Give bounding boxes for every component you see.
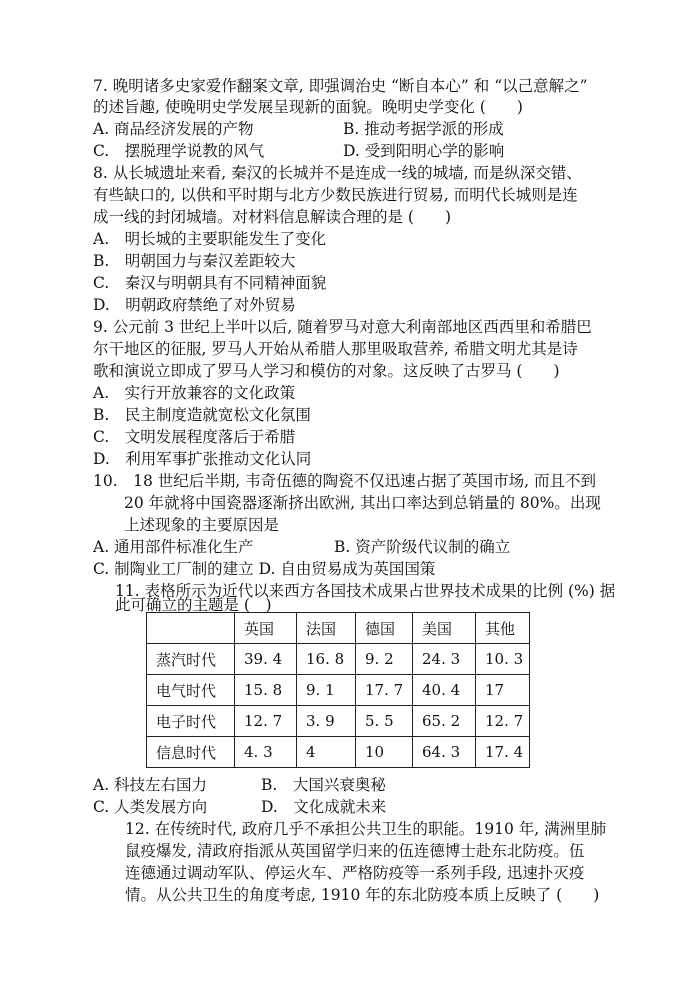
q11-option-d: D. 文化成就未来 xyxy=(261,798,387,816)
table-header-cell: 法国 xyxy=(297,613,356,644)
q11-option-c: C. 人类发展方向 xyxy=(93,798,208,816)
table-cell: 9. 2 xyxy=(356,644,413,675)
q10-stem-line-2: 20 年就将中国瓷器逐渐挤出欧洲, 其出口率达到总销量的 80%。出现 xyxy=(124,494,601,512)
table-cell: 12. 7 xyxy=(235,706,297,737)
table-cell: 4. 3 xyxy=(235,737,297,768)
q10-option-a: A. 通用部件标准化生产 xyxy=(93,538,254,556)
q9-stem-line-3: 歌和演说立即成了罗马人学习和模仿的对象。这反映了古罗马 ( ) xyxy=(93,362,560,380)
q7-option-b: B. 推动考据学派的形成 xyxy=(343,120,504,138)
q9-option-a: A. 实行开放兼容的文化政策 xyxy=(93,384,296,402)
table-cell: 16. 8 xyxy=(297,644,356,675)
q7-option-d: D. 受到阳明心学的影响 xyxy=(343,142,505,160)
q8-option-a: A. 明长城的主要职能发生了变化 xyxy=(93,230,327,248)
q11-stem-line-1: 11. 表格所示为近代以来西方各国技术成果占世界技术成果的比例 (%) 据 xyxy=(115,582,616,600)
q8-option-c: C. 秦汉与明朝具有不同精神面貌 xyxy=(93,274,327,292)
q8-option-d: D. 明朝政府禁绝了对外贸易 xyxy=(93,296,296,314)
q10-stem-line-1: 10. 18 世纪后半期, 韦奇伍德的陶瓷不仅迅速占据了英国市场, 而且不到 xyxy=(93,472,597,490)
q12-stem-line-1: 12. 在传统时代, 政府几乎不承担公共卫生的职能。1910 年, 满洲里肺 xyxy=(125,820,607,838)
q12-stem-line-2: 鼠疫爆发, 清政府指派从英国留学归来的伍连德博士赴东北防疫。伍 xyxy=(125,842,585,860)
q8-option-b: B. 明朝国力与秦汉差距较大 xyxy=(93,252,296,270)
q8-stem-line-3: 成一线的封闭城墙。对材料信息解读合理的是 ( ) xyxy=(93,208,452,226)
table-cell: 电气时代 xyxy=(147,675,235,706)
table-row xyxy=(147,737,530,768)
q8-stem-line-1: 8. 从长城遗址来看, 秦汉的长城并不是连成一线的城墙, 而是纵深交错、 xyxy=(93,164,582,182)
table-cell: 17 xyxy=(476,675,530,706)
table-row xyxy=(147,675,530,706)
table-cell: 17. 7 xyxy=(356,675,413,706)
table-header-cell: 美国 xyxy=(413,613,476,644)
table-header-row xyxy=(147,613,530,644)
q10-stem-line-3: 上述现象的主要原因是 xyxy=(124,516,280,534)
table-cell: 3. 9 xyxy=(297,706,356,737)
table-header-cell xyxy=(147,613,235,644)
table-cell: 39. 4 xyxy=(235,644,297,675)
q12-stem-line-3: 连德通过调动军队、停运火车、严格防疫等一系列手段, 迅速扑灭疫 xyxy=(125,864,585,882)
table-cell: 10 xyxy=(356,737,413,768)
table-cell: 17. 4 xyxy=(476,737,530,768)
q8-stem-line-2: 有些缺口的, 以供和平时期与北方少数民族进行贸易, 而明代长城则是连 xyxy=(93,186,578,204)
table-header-cell: 其他 xyxy=(476,613,530,644)
q12-stem-line-4: 情。从公共卫生的角度考虑, 1910 年的东北防疫本质上反映了 ( ) xyxy=(125,886,600,904)
table-row xyxy=(147,644,530,675)
table-cell: 9. 1 xyxy=(297,675,356,706)
table-cell: 蒸汽时代 xyxy=(147,644,235,675)
q9-option-b: B. 民主制度造就宽松文化氛围 xyxy=(93,406,311,424)
table-cell: 4 xyxy=(297,737,356,768)
q9-stem-line-2: 尔干地区的征服, 罗马人开始从希腊人那里吸取营养, 希腊文明尤其是诗 xyxy=(93,340,578,358)
q11-option-a: A. 科技左右国力 xyxy=(93,776,208,794)
q10-option-c-d: C. 制陶业工厂制的建立 D. 自由贸易成为英国国策 xyxy=(93,560,436,578)
table-cell: 电子时代 xyxy=(147,706,235,737)
q7-option-a: A. 商品经济发展的产物 xyxy=(93,120,254,138)
q9-option-c: C. 文明发展程度落后于希腊 xyxy=(93,428,296,446)
table-cell: 65. 2 xyxy=(413,706,476,737)
q9-stem-line-1: 9. 公元前 3 世纪上半叶以后, 随着罗马对意大利南部地区西西里和希腊巴 xyxy=(93,318,592,336)
q10-option-b: B. 资产阶级代议制的确立 xyxy=(334,538,511,556)
q11-option-b: B. 大国兴衰奥秘 xyxy=(261,776,386,794)
q9-option-d: D. 利用军事扩张推动文化认同 xyxy=(93,450,312,468)
table-cell: 64. 3 xyxy=(413,737,476,768)
tech-share-table xyxy=(146,612,530,768)
table-cell: 40. 4 xyxy=(413,675,476,706)
table-cell: 15. 8 xyxy=(235,675,297,706)
table-header-cell: 德国 xyxy=(356,613,413,644)
q7-stem-line-2: 的述旨趣, 使晚明史学发展呈现新的面貌。晚明史学变化 ( ) xyxy=(93,98,523,116)
table-cell: 10. 3 xyxy=(476,644,530,675)
table-cell: 信息时代 xyxy=(147,737,235,768)
q7-stem-line-1: 7. 晚明诸多史家爱作翻案文章, 即强调治史 “断自本心” 和 “以己意解之” xyxy=(93,77,588,95)
table-cell: 12. 7 xyxy=(476,706,530,737)
q7-option-c: C. 摆脱理学说教的风气 xyxy=(93,142,265,160)
table-header-cell: 英国 xyxy=(235,613,297,644)
table-cell: 24. 3 xyxy=(413,644,476,675)
table-row xyxy=(147,706,530,737)
q11-stem-line-2: 此可确立的主题是 ( ) xyxy=(115,596,272,614)
table-cell: 5. 5 xyxy=(356,706,413,737)
